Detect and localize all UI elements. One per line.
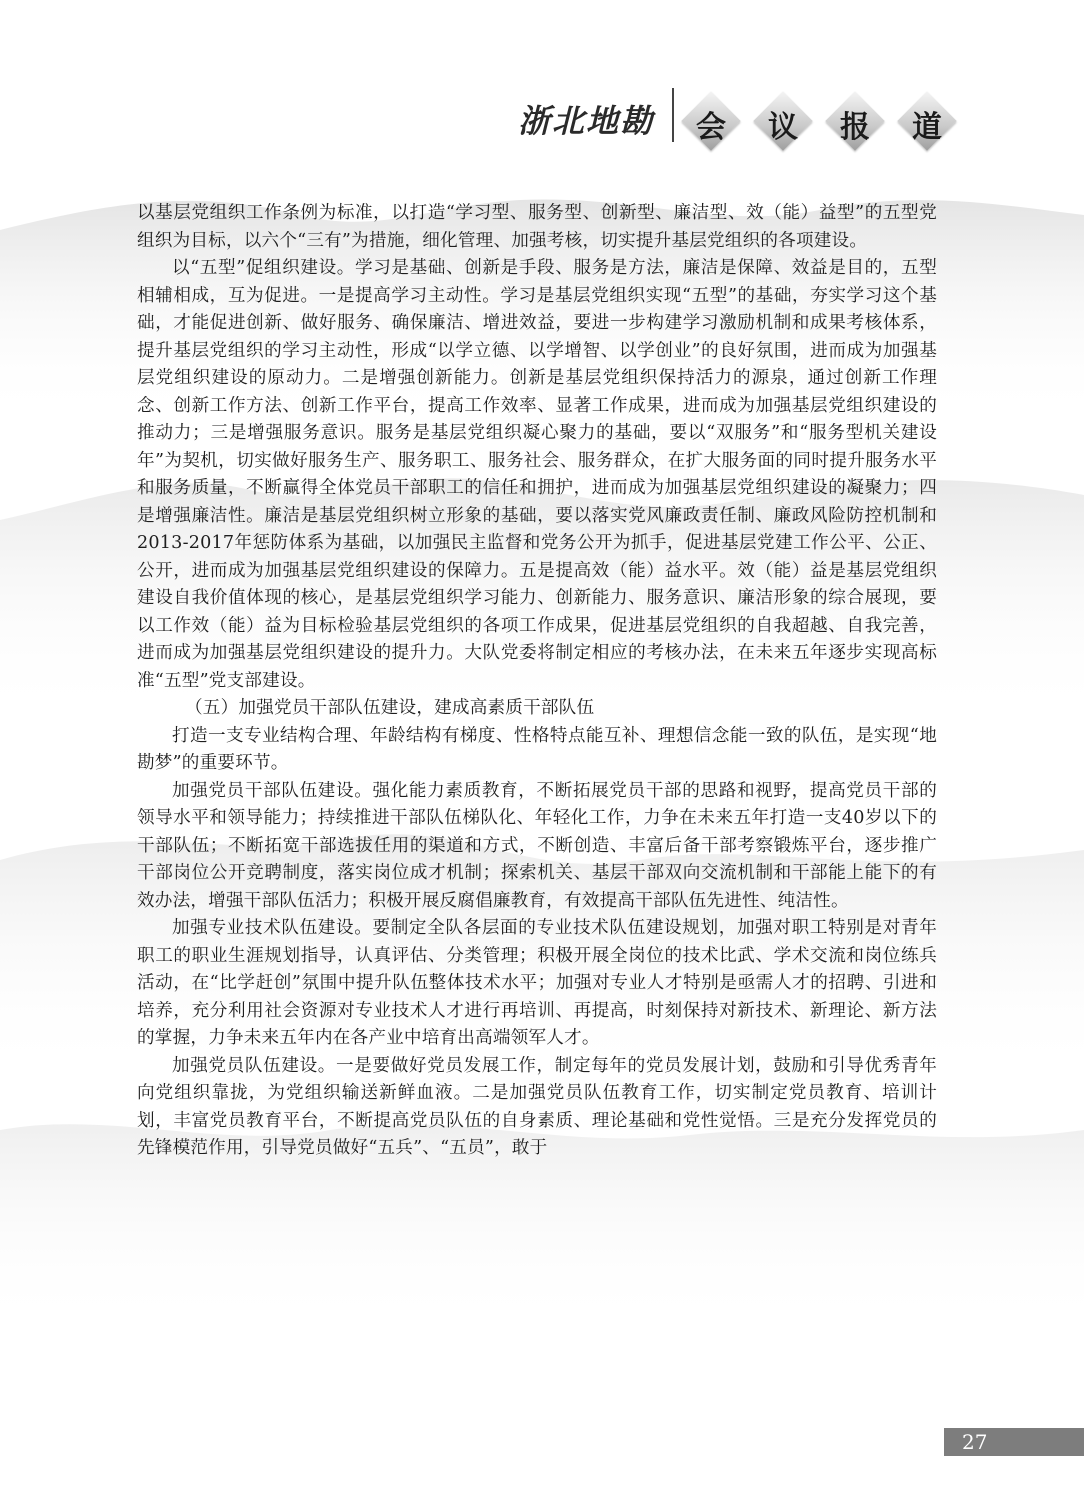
section-char: 议 [768, 110, 798, 145]
paragraph: 以“五型”促组织建设。学习是基础、创新是手段、服务是方法，廉洁是保障、效益是目的，五型相辅相成，互为促进。一是提高学习主动性。学习是基层党组织实现“五型”的基础，夯实学习这个基础，才能促进创新、做好服务、确保廉洁、增进效益，要进一步构建学习激励机制和成果考核体系，提升基层党组织的学习主动性，形成“以学立德、以学增智、以学创业”的良好氛围，进而成为加强基层党组织建设的原动力。二是增强创新能力。创新是基层党组织保持活力的源泉，通过创新工作理念、创新工作方法、创新工作平台，提高工作效率、显著工作成果，进而成为加强基层党组织建设的推动力；三是增强服务意识。服务是基层党组织凝心聚力的基础，要以“双服务”和“服务型机关建设年”为契机，切实做好服务生产、服务职工、服务社会、服务群众，在扩大服务面的同时提升服务水平和服务质量，不断赢得全体党员干部职工的信任和拥护，进而成为加强基层党组织建设的凝聚力；四是增强廉洁性。廉洁是基层党组织树立形象的基础，要以落实党风廉政责任制、廉政风险防控机制和2013-2017年惩防体系为基础，以加强民主监督和党务公开为抓手，促进基层党建工作公平、公正、公开，进而成为加强基层党组织建设的保障力。五是提高效（能）益水平。效（能）益是基层党组织建设自我价值体现的核心，是基层党组织学习能力、创新能力、服务意识、廉洁形象的综合展现，要以工作效（能）益为目标检验基层党组织的各项工作成果，促进基层党组织的自我超越、自我完善，进而成为加强基层党组织建设的提升力。大队党委将制定相应的考核办法，在未来五年逐步实现高标准“五型”党支部建设。 [137, 258, 937, 691]
section-diamond [754, 92, 812, 150]
section-char: 道 [912, 110, 942, 145]
paragraph: 加强专业技术队伍建设。要制定全队各层面的专业技术队伍建设规划，加强对职工特别是对青年职工的职业生涯规划指导，认真评估、分类管理；积极开展全岗位的技术比武、学术交流和岗位练兵活动，在“比学赶创”氛围中提升队伍整体技术水平；加强对专业人才特别是亟需人才的招聘、引进和培养，充分利用社会资源对专业技术人才进行再培训、再提高，时刻保持对新技术、新理论、新方法的掌握，力争未来五年内在各产业中培育出高端领军人才。 [137, 918, 937, 1048]
page-header [0, 0, 1084, 170]
paragraph: 加强党员干部队伍建设。强化能力素质教育，不断拓展党员干部的思路和视野，提高党员干部的领导水平和领导能力；持续推进干部队伍梯队化、年轻化工作，力争在未来五年打造一支40岁以下的干部队伍；不断拓宽干部选拔任用的渠道和方式，不断创造、丰富后备干部考察锻炼平台，逐步推广干部岗位公开竞聘制度，落实岗位成才机制；探索机关、基层干部双向交流机制和干部能上能下的有效办法，增强干部队伍活力；积极开展反腐倡廉教育，有效提高干部队伍先进性、纯洁性。 [137, 780, 937, 911]
brand-title: 浙北地勘 [517, 102, 654, 140]
section-diamond [826, 92, 884, 150]
header-divider [672, 88, 674, 142]
section-diamond [898, 92, 956, 150]
section-title [682, 88, 972, 148]
section-subheading: （五）加强党员干部队伍建设，建成高素质干部队伍 [185, 698, 595, 718]
page-number: 27 [944, 1428, 1084, 1456]
paragraph: 加强党员队伍建设。一是要做好党员发展工作，制定每年的党员发展计划，鼓励和引导优秀青年向党组织靠拢，为党组织输送新鲜血液。二是加强党员队伍教育工作，切实制定党员教育、培训计划，丰富党员教育平台，不断提高党员队伍的自身素质、理论基础和党性觉悟。三是充分发挥党员的先锋模范作用，引导党员做好“五兵”、“五员”，敢于 [137, 1055, 937, 1158]
article-body [137, 200, 937, 1163]
section-char: 会 [696, 110, 726, 145]
section-char: 报 [840, 110, 870, 145]
section-diamond [682, 92, 740, 150]
paragraph: 打造一支专业结构合理、年龄结构有梯度、性格特点能互补、理想信念能一致的队伍，是实现“地勘梦”的重要环节。 [137, 725, 937, 773]
paragraph: 以基层党组织工作条例为标准，以打造“学习型、服务型、创新型、廉洁型、效（能）益型”的五型党组织为目标，以六个“三有”为措施，细化管理、加强考核，切实提升基层党组织的各项建设。 [137, 203, 937, 251]
